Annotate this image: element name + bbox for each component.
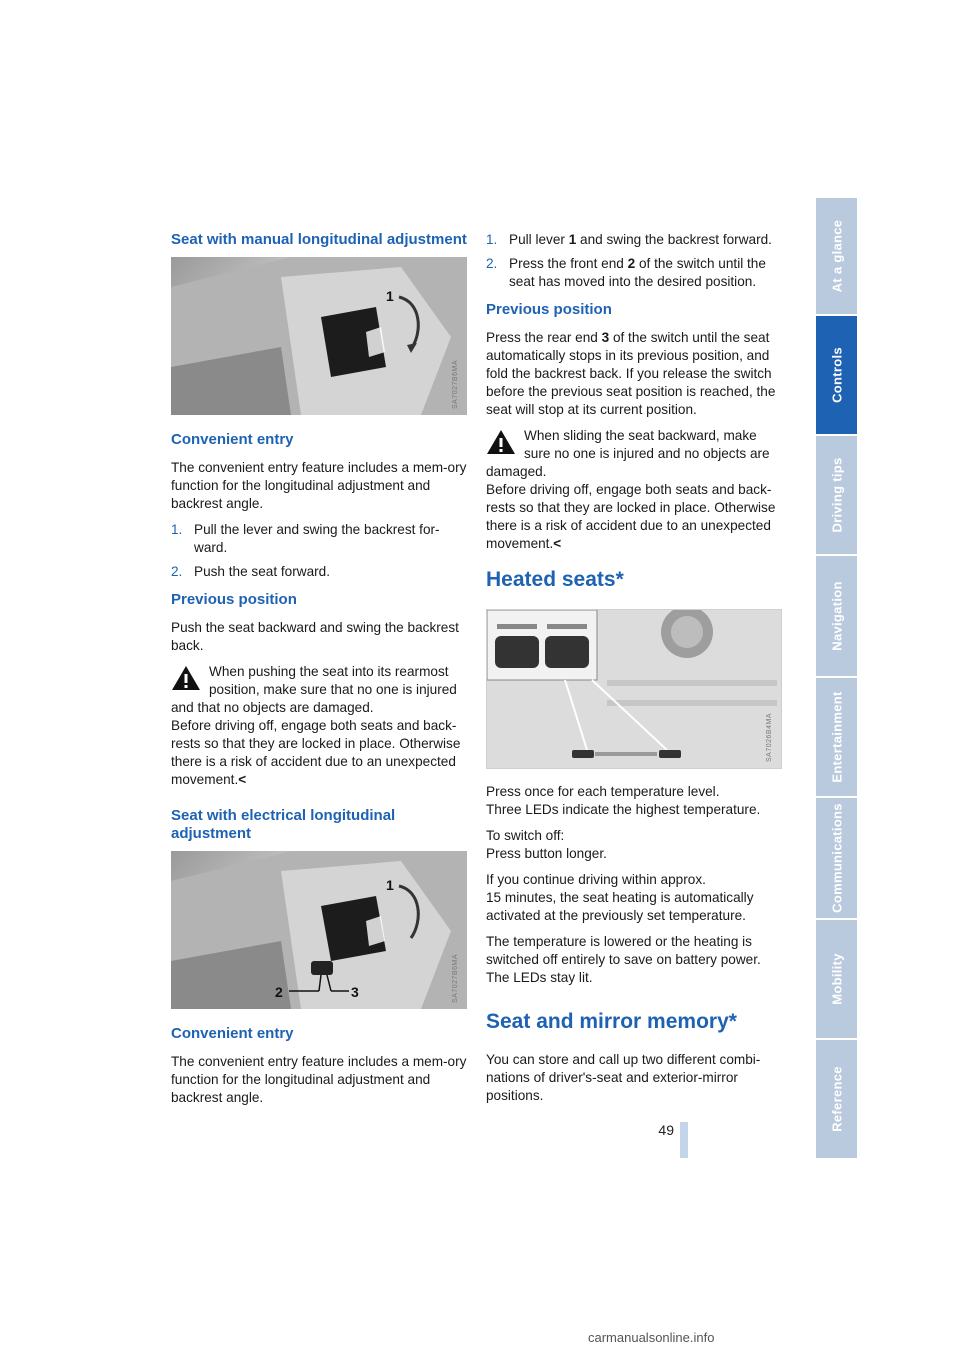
- list-item: 1. Pull the lever and swing the backrest for-ward.: [171, 522, 440, 555]
- heated-seat-illustration: [487, 610, 781, 768]
- warning-text-2: Before driving off, engage both seats and back-rests so that they are locked in place. Otherwise there is a risk of accident due to an unexpected movement.: [171, 718, 461, 787]
- heated-text-1: Press once for each temperature level. Three LEDs indicate the highest temperature.: [486, 784, 761, 817]
- heated-text-2: To switch off: Press button longer.: [486, 828, 607, 861]
- tab-mobility[interactable]: Mobility: [816, 920, 857, 1040]
- heading-seat-mirror-memory: Seat and mirror memory*: [486, 1010, 737, 1033]
- list-item: 2. Press the front end 2 of the switch until the seat has moved into the desired position.: [486, 256, 766, 289]
- figure-electrical-seat: [171, 851, 467, 1009]
- tab-entertainment[interactable]: Entertainment: [816, 678, 857, 798]
- figure-code: SA7027B6MA: [452, 360, 459, 409]
- tab-driving-tips[interactable]: Driving tips: [816, 436, 857, 556]
- warning-icon: [171, 665, 201, 691]
- callout-3: 3: [351, 984, 359, 1000]
- memory-text: You can store and call up two different combi-nations of driver's-seat and exterior-mirror positions.: [486, 1052, 761, 1103]
- heading-convenient-entry: Convenient entry: [171, 431, 294, 448]
- left-column: [171, 231, 467, 1115]
- heated-text-4: The temperature is lowered or the heating is switched off entirely to save on battery power. The LEDs stay lit.: [486, 934, 761, 985]
- page-number-bar: [680, 1122, 688, 1158]
- tab-navigation[interactable]: Navigation: [816, 556, 857, 678]
- electrical-seat-illustration: [171, 851, 467, 1009]
- heated-text-3: If you continue driving within approx. 15 minutes, the seat heating is automatically activated at the previously set temperature.: [486, 872, 754, 923]
- tab-reference[interactable]: Reference: [816, 1040, 857, 1160]
- callout-1: 1: [386, 288, 394, 304]
- warning-text: When pushing the seat into its rearmost position, make sure that no one is injured and that no objects are damaged.: [171, 664, 457, 715]
- tab-controls[interactable]: Controls: [816, 316, 857, 436]
- warning-note-2: [486, 427, 782, 553]
- heading-previous-position-2: Previous position: [486, 301, 612, 318]
- previous-position-text-2: Press the rear end 3 of the switch until the seat automatically stops in its previous position, and fold the backrest back. If you release the switch before the previous seat position is reached, the seat will stop at its current position.: [486, 330, 776, 417]
- previous-position-text: Push the seat backward and swing the backrest back.: [171, 620, 459, 653]
- heading-manual-adjustment: Seat with manual longitudinal adjustment: [171, 231, 467, 248]
- callout-2: 2: [275, 984, 283, 1000]
- convenient-entry-text: The convenient entry feature includes a mem-ory function for the longitudinal adjustment and backrest angle.: [171, 460, 467, 511]
- heading-previous-position: Previous position: [171, 591, 297, 608]
- tab-at-a-glance[interactable]: At a glance: [816, 198, 857, 316]
- figure-manual-seat: [171, 257, 467, 415]
- page-number: 49: [658, 1122, 674, 1138]
- figure-code: SA7026B4MA: [766, 713, 773, 762]
- list-item: 2. Push the seat forward.: [171, 564, 331, 579]
- heading-convenient-entry-2: Convenient entry: [171, 1025, 294, 1042]
- warning-icon: [486, 429, 516, 455]
- end-mark: <: [553, 536, 562, 551]
- warning-text: When sliding the seat backward, make sure no one is injured and no objects are damaged.: [486, 428, 770, 479]
- figure-heated-seat-buttons: [486, 609, 782, 769]
- right-column: [486, 231, 782, 1113]
- heading-electrical-adjustment: Seat with electrical longitudinal adjustment: [171, 807, 396, 842]
- tab-communications[interactable]: Communications: [816, 798, 857, 920]
- electrical-steps-list: [486, 231, 782, 291]
- figure-code: SA7027B6MA: [452, 954, 459, 1003]
- callout-1: 1: [386, 877, 394, 893]
- warning-text-2: Before driving off, engage both seats and back-rests so that they are locked in place. Otherwise there is a risk of accident due to an unexpected movement.: [486, 482, 776, 551]
- watermark: carmanualsonline.info: [588, 1330, 715, 1345]
- convenient-entry-text-2: The convenient entry feature includes a mem-ory function for the longitudinal adjustment and backrest angle.: [171, 1054, 467, 1105]
- heading-heated-seats: Heated seats*: [486, 568, 624, 591]
- list-item: 1. Pull lever 1 and swing the backrest forward.: [486, 232, 772, 247]
- warning-note: [171, 663, 467, 789]
- end-mark: <: [238, 772, 247, 787]
- manual-seat-illustration: [171, 257, 467, 415]
- section-tabs: [816, 198, 857, 1160]
- manual-steps-list: [171, 521, 467, 581]
